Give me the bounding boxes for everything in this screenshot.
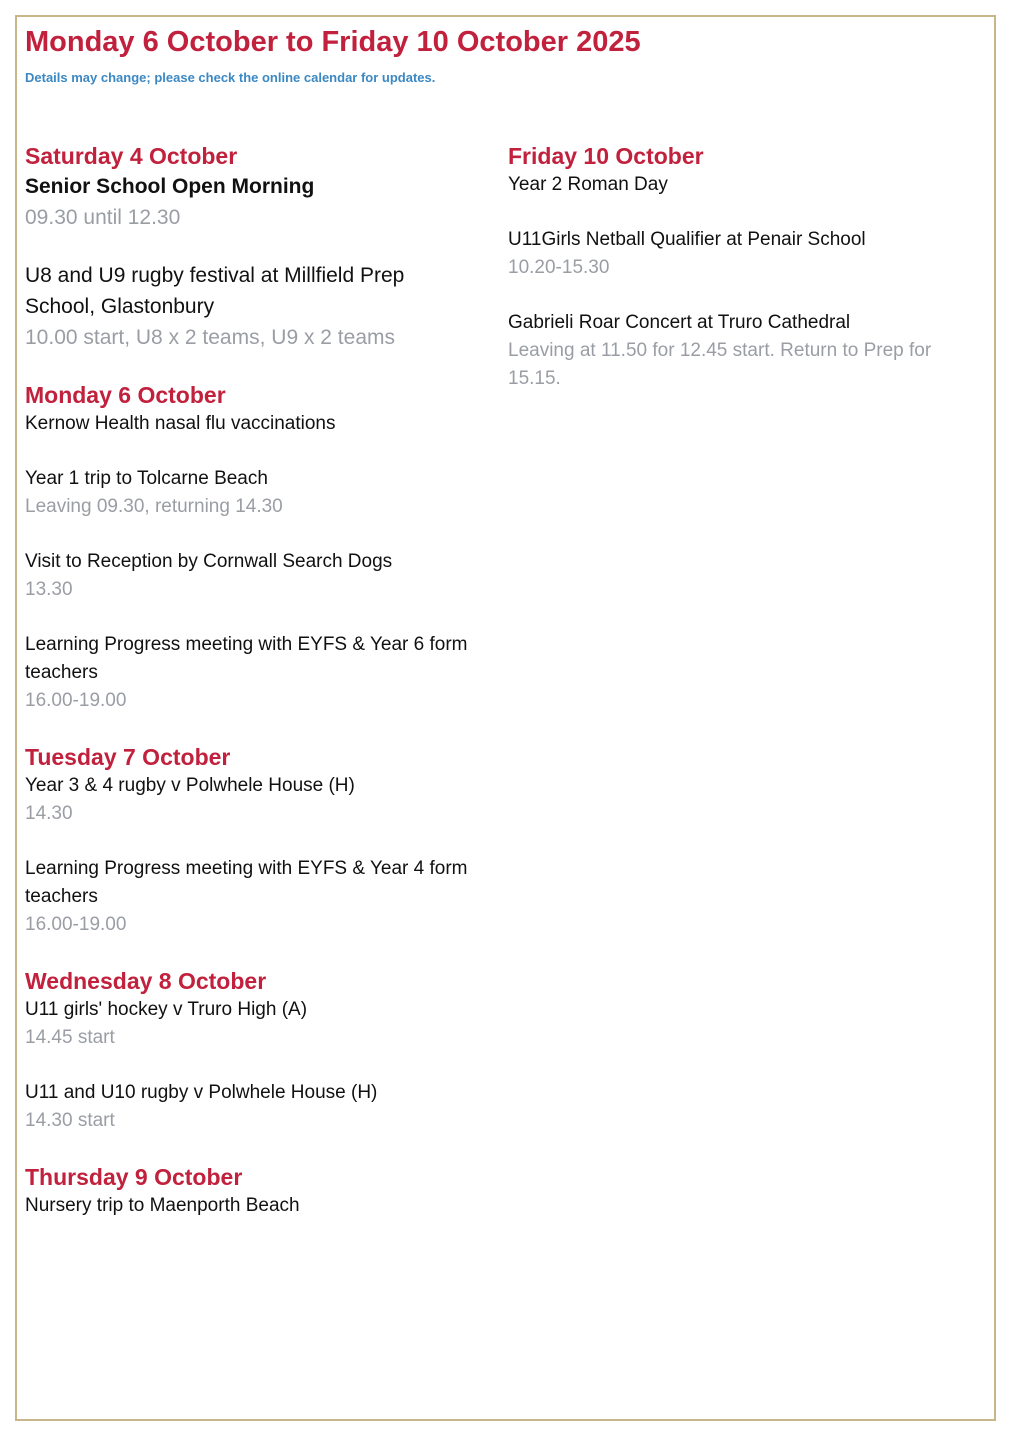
event-detail: 16.00-19.00: [25, 914, 127, 935]
right-column: [508, 141, 978, 420]
update-note: Details may change; please check the online calendar for updates.: [25, 70, 436, 85]
event: [25, 465, 475, 521]
event: [25, 1079, 475, 1135]
event-detail: 09.30 until 12.30: [25, 206, 181, 229]
event-title: Year 2 Roman Day: [508, 174, 668, 195]
event: [25, 631, 475, 715]
event-title: Visit to Reception by Cornwall Search Dogs: [25, 551, 393, 572]
day-heading: Tuesday 7 October: [25, 744, 231, 770]
day-section: [508, 141, 978, 393]
day-section: [25, 742, 475, 939]
event-detail: Leaving 09.30, returning 14.30: [25, 496, 283, 517]
event: [25, 171, 475, 233]
day-section: [25, 1162, 475, 1220]
event-title: Senior School Open Morning: [25, 175, 315, 198]
event-detail: 14.30 start: [25, 1110, 115, 1131]
day-heading: Friday 10 October: [508, 143, 704, 169]
event: [508, 226, 978, 282]
day-heading: Wednesday 8 October: [25, 968, 267, 994]
event: [25, 772, 475, 828]
event: [25, 855, 475, 939]
event-detail: 10.20-15.30: [508, 257, 610, 278]
event: [25, 260, 475, 353]
page-title: Monday 6 October to Friday 10 October 2025: [25, 26, 641, 58]
event: [25, 996, 475, 1052]
day-section: [25, 380, 475, 715]
event-detail: 16.00-19.00: [25, 690, 127, 711]
event-title: Gabrieli Roar Concert at Truro Cathedral: [508, 312, 851, 333]
event-title: Kernow Health nasal flu vaccinations: [25, 413, 336, 434]
event: [25, 410, 475, 438]
event-detail: Leaving at 11.50 for 12.45 start. Return to Prep for 15.15.: [508, 340, 932, 389]
event-detail: 14.30: [25, 803, 73, 824]
event: [508, 309, 978, 393]
event-title: U11Girls Netball Qualifier at Penair School: [508, 229, 866, 250]
day-section: [25, 966, 475, 1135]
event-title: Learning Progress meeting with EYFS & Year 4 form teachers: [25, 858, 468, 907]
event: [25, 548, 475, 604]
event: [508, 171, 978, 199]
event-title: Learning Progress meeting with EYFS & Year 6 form teachers: [25, 634, 468, 683]
event-title: U11 and U10 rugby v Polwhele House (H): [25, 1082, 378, 1103]
day-heading: Monday 6 October: [25, 382, 226, 408]
event-detail: 13.30: [25, 579, 73, 600]
day-section: [25, 141, 475, 353]
event-title: Nursery trip to Maenporth Beach: [25, 1195, 300, 1216]
event-title: U11 girls' hockey v Truro High (A): [25, 999, 308, 1020]
event-title: U8 and U9 rugby festival at Millfield Prep School, Glastonbury: [25, 264, 405, 318]
event-detail: 14.45 start: [25, 1027, 115, 1048]
day-heading: Thursday 9 October: [25, 1164, 243, 1190]
left-column: [25, 141, 475, 1247]
event-title: Year 1 trip to Tolcarne Beach: [25, 468, 268, 489]
event: [25, 1192, 475, 1220]
event-detail: 10.00 start, U8 x 2 teams, U9 x 2 teams: [25, 326, 395, 349]
event-title: Year 3 & 4 rugby v Polwhele House (H): [25, 775, 355, 796]
day-heading: Saturday 4 October: [25, 143, 238, 169]
